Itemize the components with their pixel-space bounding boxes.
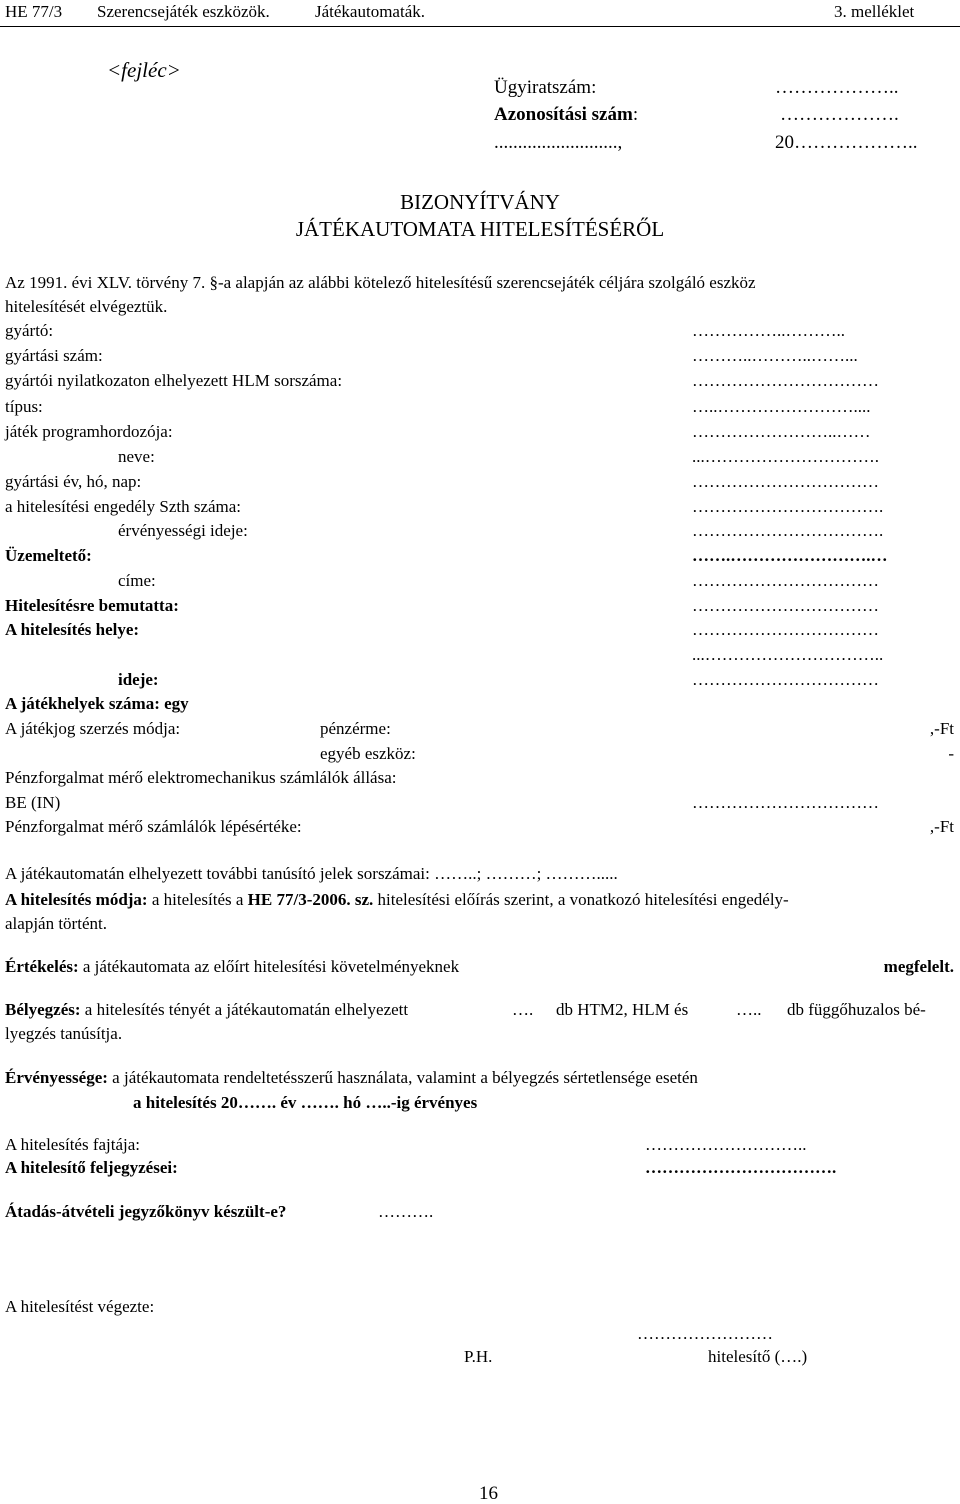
file-number-value: ………………..: [775, 77, 899, 98]
field-label: gyártási év, hó, nap:: [5, 472, 142, 491]
performed-by-label: A hitelesítést végezte:: [5, 1297, 155, 1316]
method-line1: A hitelesítés módja: a hitelesítés a HE 77/3-2006. sz. hitelesítési előírás szerint, a vonatkozó hitelesítési engedély-: [5, 890, 789, 909]
game-places: A játékhelyek száma: egy: [5, 694, 189, 713]
running-header-appendix: 3. melléklet: [834, 2, 915, 21]
stamping-line1: Bélyegzés: a hitelesítés tényét a játékautomatán elhelyezett: [5, 1000, 409, 1019]
field-value: ……………………………: [692, 571, 879, 590]
field-value: ……………………………: [692, 472, 879, 491]
field-label: Üzemeltető:: [5, 546, 92, 565]
field-value: …………………………….: [692, 521, 884, 540]
further-marks: A játékautomatán elhelyezett további tanúsító jelek sorszámai: ……..; ………; ……….....: [5, 864, 618, 883]
date-value: 20………………..: [775, 132, 918, 153]
field-value: ……………………………: [692, 670, 879, 689]
field-value: …………………………….: [692, 497, 884, 516]
stamping-line2: lyegzés tanúsítja.: [5, 1024, 123, 1043]
field-label: gyártási szám:: [5, 346, 103, 365]
field-label: Hitelesítésre bemutatta:: [5, 596, 179, 615]
doc-title-line1: BIZONYÍTVÁNY: [400, 190, 560, 214]
field-value: ……………..………..: [692, 321, 845, 340]
other-device-value: -: [948, 744, 954, 763]
field-label: gyártó:: [5, 321, 54, 340]
field-label: a hitelesítési engedély Szth száma:: [5, 497, 242, 516]
signature-line: ……………………: [637, 1324, 773, 1343]
stamping-dots1: ….: [512, 1000, 534, 1019]
field-label: neve:: [118, 447, 155, 466]
field-value: ……………………………: [692, 620, 879, 639]
coin-label: pénzérme:: [320, 719, 391, 738]
field-label: érvényességi ideje:: [118, 521, 248, 540]
coin-value: ,-Ft: [929, 719, 954, 738]
field-label: A hitelesítés helye:: [5, 620, 140, 639]
id-number-label: Azonosítási szám:: [494, 104, 639, 125]
evaluation-result: megfelelt.: [883, 957, 954, 976]
notes-value: …………………………….: [645, 1158, 837, 1177]
header-placeholder: <fejléc>: [107, 58, 181, 82]
intro-line2: hitelesítését elvégeztük.: [5, 297, 168, 316]
intro-line1: Az 1991. évi XLV. törvény 7. §-a alapján az alábbi kötelező hitelesítésű szerencsejáték céljára szolgáló eszköz: [5, 273, 756, 292]
field-value: ……………………………: [692, 596, 879, 615]
file-number-label: Ügyiratszám:: [494, 77, 597, 98]
validity-line2: a hitelesítés 20……. év ……. hó …..-ig érvényes: [133, 1093, 478, 1112]
field-value: ...…………………………..: [692, 645, 884, 664]
method-line2: alapján történt.: [5, 914, 107, 933]
field-value: ………..………..……...: [692, 346, 858, 365]
evaluation: Értékelés: a játékautomata az előírt hitelesítési követelményeknek: [5, 957, 460, 976]
running-header: [0, 0, 960, 27]
handover-value: ……….: [378, 1202, 434, 1221]
stamping-dots2: …..: [736, 1000, 762, 1019]
validity-line1: Érvényessége: a játékautomata rendeltetésszerű használata, valamint a bélyegzés sértetlensége esetén: [5, 1068, 698, 1087]
field-value: ……………………..……: [692, 422, 871, 441]
field-value: …..……………………....: [692, 397, 871, 416]
counters-label: Pénzforgalmat mérő elektromechanikus számlálók állása:: [5, 768, 397, 787]
stamping-text2: db HTM2, HLM és: [556, 1000, 689, 1019]
stamping-text3: db függőhuzalos bé-: [787, 1000, 926, 1019]
running-header-title: Szerencsejáték eszközök.: [97, 2, 270, 21]
doc-title-line2: JÁTÉKAUTOMATA HITELESÍTÉSÉRŐL: [295, 217, 665, 241]
other-device-label: egyéb eszköz:: [320, 744, 416, 763]
notes-label: A hitelesítő feljegyzései:: [5, 1158, 178, 1177]
type-label: A hitelesítés fajtája:: [5, 1135, 141, 1154]
field-label: ideje:: [118, 670, 159, 689]
field-value: ...………………………….: [692, 447, 879, 466]
handover-label: Átadás-átvételi jegyzőkönyv készült-e?: [5, 1202, 287, 1221]
counter-in-value: ……………………………: [692, 793, 879, 812]
type-value: ………………………..: [645, 1135, 807, 1154]
id-number-value: ……………….: [780, 104, 899, 125]
field-label: típus:: [5, 397, 43, 416]
field-value: ……………………………: [692, 371, 879, 390]
date-place: ..........................,: [494, 132, 623, 153]
acquisition-label: A játékjog szerzés módja:: [5, 719, 181, 738]
running-header-subtitle: Játékautomaták.: [315, 2, 425, 21]
page-number: 16: [479, 1483, 498, 1504]
seal-ph: P.H.: [464, 1347, 493, 1366]
signer-label: hitelesítő (….): [708, 1347, 808, 1366]
counter-step-value: ,-Ft: [929, 817, 954, 836]
running-header-ref: HE 77/3: [5, 2, 63, 21]
field-value: …….…………………….…: [692, 546, 888, 565]
counter-step-label: Pénzforgalmat mérő számlálók lépésértéke:: [5, 817, 302, 836]
counter-in-label: BE (IN): [5, 793, 61, 812]
field-label: játék programhordozója:: [5, 422, 173, 441]
field-label: címe:: [118, 571, 156, 590]
field-label: gyártói nyilatkozaton elhelyezett HLM sorszáma:: [5, 371, 343, 390]
